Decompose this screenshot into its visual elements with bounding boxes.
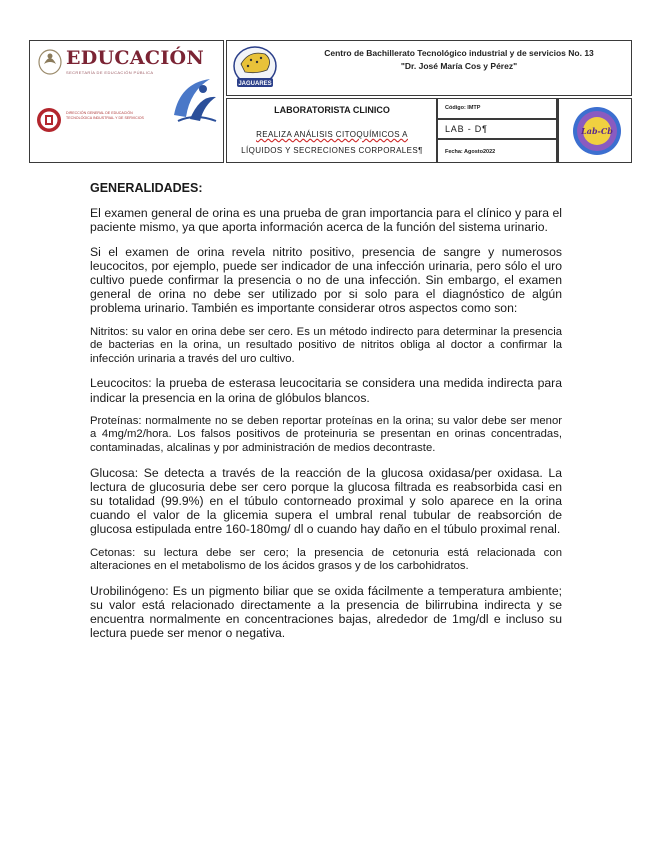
lab-info-row <box>226 98 632 163</box>
seal-cell <box>556 98 632 163</box>
cbt-swoosh-logo-icon <box>170 75 220 127</box>
codigo-label: Código: IMTP <box>445 105 481 111</box>
school-name-line1: Centro de Bachillerato Tecnológico industrial y de servicios No. 13 <box>324 48 594 58</box>
paragraph-leucocitos: Leucocitos: la prueba de esterasa leucocitaria se considera una medida indirecta para indicar la presencia en la orina de glóbulos blancos. <box>90 376 562 405</box>
lab-code-cell <box>436 118 558 140</box>
educacion-wordmark: EDUCACIÓN <box>66 47 205 69</box>
fecha-label: Fecha: Agosto2022 <box>445 149 496 155</box>
sep-subtitle: SECRETARÍA DE EDUCACIÓN PÚBLICA <box>66 70 154 75</box>
school-name <box>289 47 629 73</box>
lab-subtitle-line1: REALIZA ANÁLISIS CITOQUÍMICOS A <box>256 130 408 139</box>
document-header <box>29 40 632 163</box>
lab-subtitle <box>227 127 437 159</box>
dgeti-logo-icon <box>36 107 62 133</box>
fecha-cell <box>436 138 558 163</box>
paragraph-cetonas: Cetonas: su lectura debe ser cero; la presencia de cetonuria está relacionada con alteraciones en el metabolismo de los ácidos grasos y de los carbohidratos. <box>90 546 562 573</box>
lab-title: LABORATORISTA CLINICO <box>274 105 390 115</box>
paragraph-nitritos: Nitritos: su valor en orina debe ser cero. Es un método indirecto para determinar la presencia de bacterias en la orina, un resultado positivo de nitritos obliga al doctor a confirmar la infección urinaria a través del uro cultivo. <box>90 325 562 365</box>
paragraph-proteinas: Proteínas: normalmente no se deben reportar proteínas en la orina; su valor debe ser menor a 4mg/m2/hora. Los falsos positivos de proteinuria se presentan en orinas concentradas, contaminadas, alcalinas y por administración de medios decontraste. <box>90 414 562 454</box>
paragraph-urinalysis: Si el examen de orina revela nitrito positivo, presencia de sangre y numerosos leucocitos, por ejemplo, puede ser indicador de una infección urinaria, pero sólo el uro cultivo puede confirmar la presencia o no de una infección. Sin embargo, el examen general de orina no debe ser utilizado por si solo para el diagnóstico de algún problema urinario. También es importante considerar otros aspectos como son: <box>90 244 562 316</box>
institution-logos-cell <box>29 40 224 163</box>
section-heading: GENERALIDADES: <box>90 181 203 195</box>
lab-subtitle-line2: LÍQUIDOS Y SECRECIONES CORPORALES¶ <box>241 146 423 155</box>
dgeti-text: DIRECCIÓN GENERAL DE EDUCACIÓN TECNOLÓGICA INDUSTRIAL Y DE SERVICIOS <box>66 111 144 120</box>
school-name-cell <box>226 40 632 96</box>
school-name-line2: "Dr. José María Cos y Pérez" <box>400 61 518 71</box>
lab-seal-icon <box>571 103 623 159</box>
document-body <box>90 181 562 651</box>
jaguares-label: JAGUARES <box>238 81 272 87</box>
lab-title-cell <box>226 98 438 163</box>
jaguares-logo-icon <box>231 44 279 92</box>
seal-text: Lab-Cb <box>581 126 613 136</box>
codigo-cell <box>436 98 558 120</box>
paragraph-intro: El examen general de orina es una prueba de gran importancia para el clínico y para el paciente mismo, ya que aporta información acerca de la función del sistema urinario. <box>90 206 562 235</box>
lab-code: LAB - D¶ <box>445 124 488 134</box>
paragraph-urobilinogeno: Urobilinógeno: Es un pigmento biliar que se oxida fácilmente a temperatura ambiente; su valor está relacionado directamente a la presencia de bilirrubina indirecta y se encuentra normalmente en concentraciones bajas, alrededor de 1mg/dl e incluso su lectura puede ser menor o negativa. <box>90 583 562 641</box>
national-crest-icon <box>36 46 64 76</box>
paragraph-glucosa: Glucosa: Se detecta a través de la reacción de la glucosa oxidasa/per oxidasa. La lectura de glucosuria debe ser cero porque la glucosa filtrada es reabsorbida casi en su totalidad (99.9%) en el túbulo contorneado proximal y solo aparece en la orina cuando el valor de la glicemia supera el umbral renal tubular de reabsorción de glucosa estipulada entre 160-180mg/ dl o cuando hay daño en el túbulo proximal renal. <box>90 465 562 537</box>
